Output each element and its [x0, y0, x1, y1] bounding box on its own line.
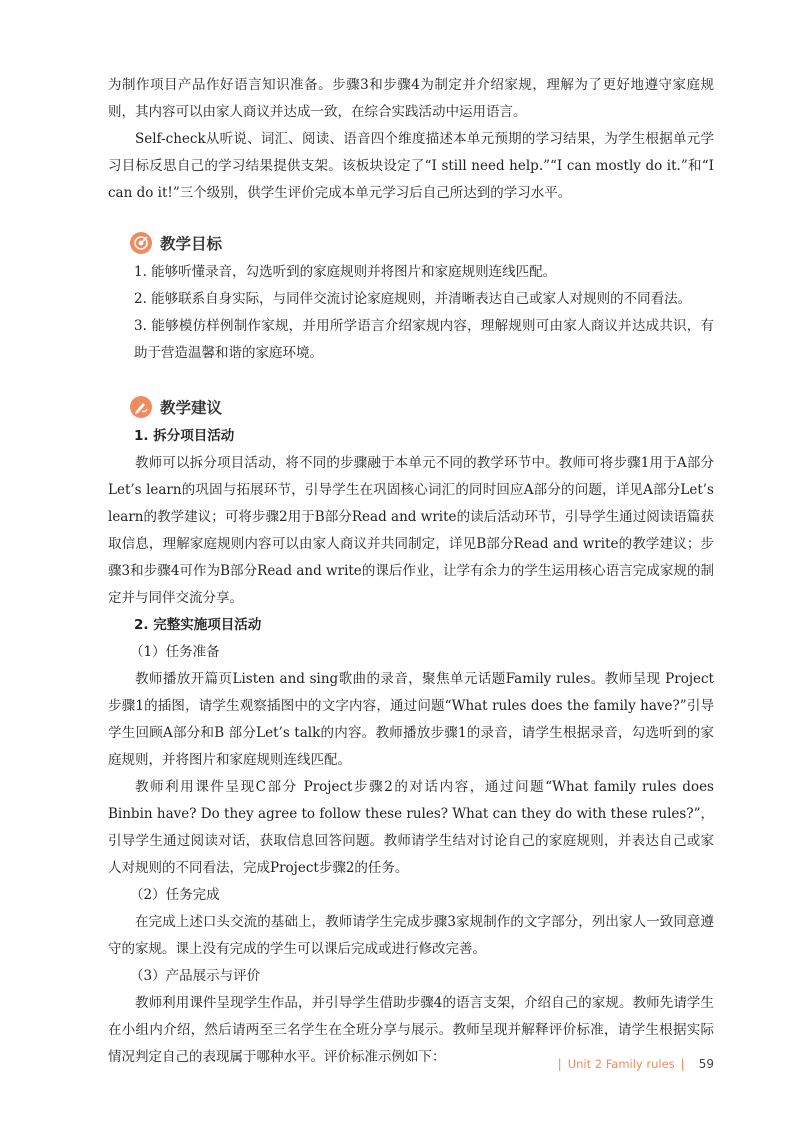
- intro-paragraph-1: 为制作项目产品作好语言知识准备。步骤3和步骤4为制定并介绍家规，理解为了更好地遵守家庭规则，其内容可以由家人商议并达成一致，在综合实践活动中运用语言。: [108, 77, 714, 120]
- advice-title: 教学建议: [160, 399, 223, 417]
- goals-heading: [130, 229, 714, 257]
- page-content: [108, 72, 714, 1071]
- goal-item-2: 2. 能够联系自身实际，与同伴交流讨论家庭规则，并清晰表达自己或家人对规则的不同看法。: [134, 291, 692, 307]
- footer-separator-right: |: [680, 1057, 685, 1071]
- goal-item-1: 1. 能够听懂录音，勾选听到的家庭规则并将图片和家庭规则连线匹配。: [134, 264, 557, 280]
- task-prep-paragraph-1: 教师播放开篇页Listen and sing歌曲的录音，聚焦单元话题Family rules。教师呈现 Project步骤1的插图，请学生观察插图中的文字内容，通过问题“What rules does the family have?”引导学生回顾A部分和B 部分Let’s talk的内容。教师播放步骤1的录音，请学生根据录音，勾选听到的家庭规则，并将图片和家庭规则连线匹配。: [108, 671, 714, 768]
- product-display-paragraph: 教师利用课件呈现学生作品，并引导学生借助步骤4的语言支架，介绍自己的家规。教师先请学生在小组内介绍，然后请两至三名学生在全班分享与展示。教师呈现并解释评价标准，请学生根据实际情况判定自己的表现属于哪种水平。评价标准示例如下：: [108, 995, 714, 1065]
- target-icon: [130, 232, 152, 254]
- page-footer: [552, 1054, 714, 1074]
- task-prep-heading: （1）任务准备: [130, 644, 220, 660]
- advice-heading: [130, 393, 714, 421]
- task-prep-paragraph-2: 教师利用课件呈现C部分 Project步骤2的对话内容，通过问题“What family rules does Binbin have? Do they agree to follow these rules? What can they do with these rules?”，引导学生通过阅读对话，获取信息回答问题。教师请学生结对讨论自己的家庭规则，并表达自己或家人对规则的不同看法，完成Project步骤2的任务。: [108, 779, 714, 876]
- task-complete-heading: （2）任务完成: [130, 887, 220, 903]
- task-complete-paragraph: 在完成上述口头交流的基础上，教师请学生完成步骤3家规制作的文字部分，列出家人一致同意遵守的家规。课上没有完成的学生可以课后完成或进行修改完善。: [108, 914, 714, 957]
- footer-separator-left: |: [557, 1057, 562, 1071]
- intro-paragraph-2: Self-check从听说、词汇、阅读、语音四个维度描述本单元预期的学习结果，为学生根据单元学习目标反思自己的学习结果提供支架。该板块设定了“I still need help.”“I can mostly do it.”和“I can do it!”三个级别，供学生评价完成本单元学习后自己所达到的学习水平。: [108, 131, 714, 201]
- pen-icon: [130, 396, 152, 418]
- product-display-heading: （3）产品展示与评价: [130, 968, 261, 984]
- goals-title: 教学目标: [160, 235, 223, 253]
- advice-section-1-body: 教师可以拆分项目活动，将不同的步骤融于本单元不同的教学环节中。教师可将步骤1用于A部分Let’s learn的巩固与拓展环节，引导学生在巩固核心词汇的同时回应A部分的问题，详见A部分Let’s learn的教学建议；可将步骤2用于B部分Read and write的读后活动环节，引导学生通过阅读语篇获取信息，理解家庭规则内容可以由家人商议并共同制定，详见B部分Read and write的教学建议；步骤3和步骤4可作为B部分Read and write的课后作业，让学有余力的学生运用核心语言完成家规的制定并与同伴交流分享。: [108, 455, 714, 606]
- page-number: 59: [698, 1057, 714, 1071]
- footer-unit-label: Unit 2 Family rules: [567, 1057, 675, 1071]
- advice-section-1-heading: 1. 拆分项目活动: [134, 428, 235, 444]
- advice-section-2-heading: 2. 完整实施项目活动: [134, 617, 262, 633]
- goal-item-3: 3. 能够模仿样例制作家规，并用所学语言介绍家规内容，理解规则可由家人商议并达成共识，有助于营造温馨和谐的家庭环境。: [134, 318, 714, 361]
